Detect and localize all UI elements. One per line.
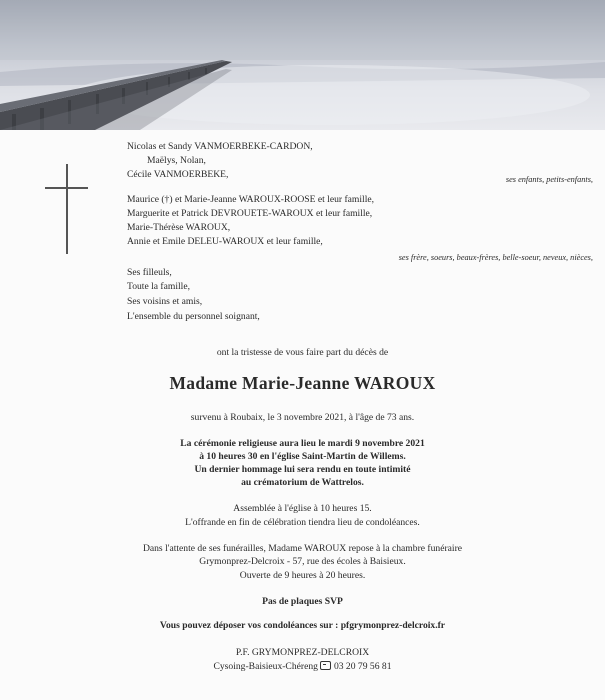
family-line: Annie et Emile DELEU-WAROUX et leur famille, (127, 236, 323, 247)
no-plaques-note: Pas de plaques SVP (262, 596, 343, 607)
assembly-line: Assemblée à l'église à 10 heures 15. (233, 503, 372, 514)
ceremony-line: au crématorium de Wattrelos. (241, 477, 364, 488)
footer-contact (0, 661, 605, 673)
family-line: Marguerite et Patrick DEVROUETE-WAROUX et leur famille, (127, 208, 373, 219)
pier-landscape-image (0, 0, 605, 130)
funeral-home-line: Ouverte de 9 heures à 20 heures. (239, 570, 366, 581)
family-line: Marie-Thérèse WAROUX, (127, 222, 231, 233)
family-line: Ses voisins et amis, (127, 296, 203, 307)
footer-location: Cysoing-Baisieux-Chéreng (213, 661, 318, 672)
deceased-name: Madame Marie-Jeanne WAROUX (169, 373, 436, 393)
funeral-home-line: Dans l'attente de ses funérailles, Madame WAROUX repose à la chambre funéraire (142, 543, 463, 554)
relation-label: ses enfants, petits-enfants, (505, 175, 593, 184)
relation-label: ses frère, soeurs, beaux-frères, belle-soeur, neveux, nièces, (398, 253, 593, 262)
ceremony-line: Un dernier hommage lui sera rendu en toute intimité (194, 464, 411, 475)
header-photo (0, 0, 605, 130)
family-line: Toute la famille, (127, 281, 190, 292)
funeral-company: P.F. GRYMONPREZ-DELCROIX (235, 647, 370, 658)
family-line: Ses filleuls, (127, 267, 172, 278)
condolences-note: Vous pouvez déposer vos condoléances sur : pfgrymonprez-delcroix.fr (159, 620, 446, 631)
family-line: Nicolas et Sandy VANMOERBEKE-CARDON, (127, 141, 313, 152)
cross-icon (66, 164, 68, 254)
footer-phone: 03 20 79 56 81 (333, 661, 392, 672)
ceremony-line: La cérémonie religieuse aura lieu le mardi 9 novembre 2021 (180, 438, 425, 449)
family-line: Cécile VANMOERBEKE, (127, 169, 229, 180)
death-info: survenu à Roubaix, le 3 novembre 2021, à l'âge de 73 ans. (190, 412, 415, 423)
ceremony-line: à 10 heures 30 en l'église Saint-Martin de Willems. (199, 451, 406, 462)
family-line: Maurice (†) et Marie-Jeanne WAROUX-ROOSE et leur famille, (127, 194, 375, 205)
cross-icon-bar (45, 187, 88, 189)
family-line: Maëlys, Nolan, (147, 155, 206, 166)
phone-icon (320, 661, 331, 670)
family-line: L'ensemble du personnel soignant, (127, 311, 260, 322)
funeral-home-line: Grymonprez-Delcroix - 57, rue des écoles à Baisieux. (199, 556, 406, 567)
announcement-intro: ont la tristesse de vous faire part du décès de (216, 347, 389, 358)
assembly-line: L'offrande en fin de célébration tiendra lieu de condoléances. (185, 517, 420, 528)
